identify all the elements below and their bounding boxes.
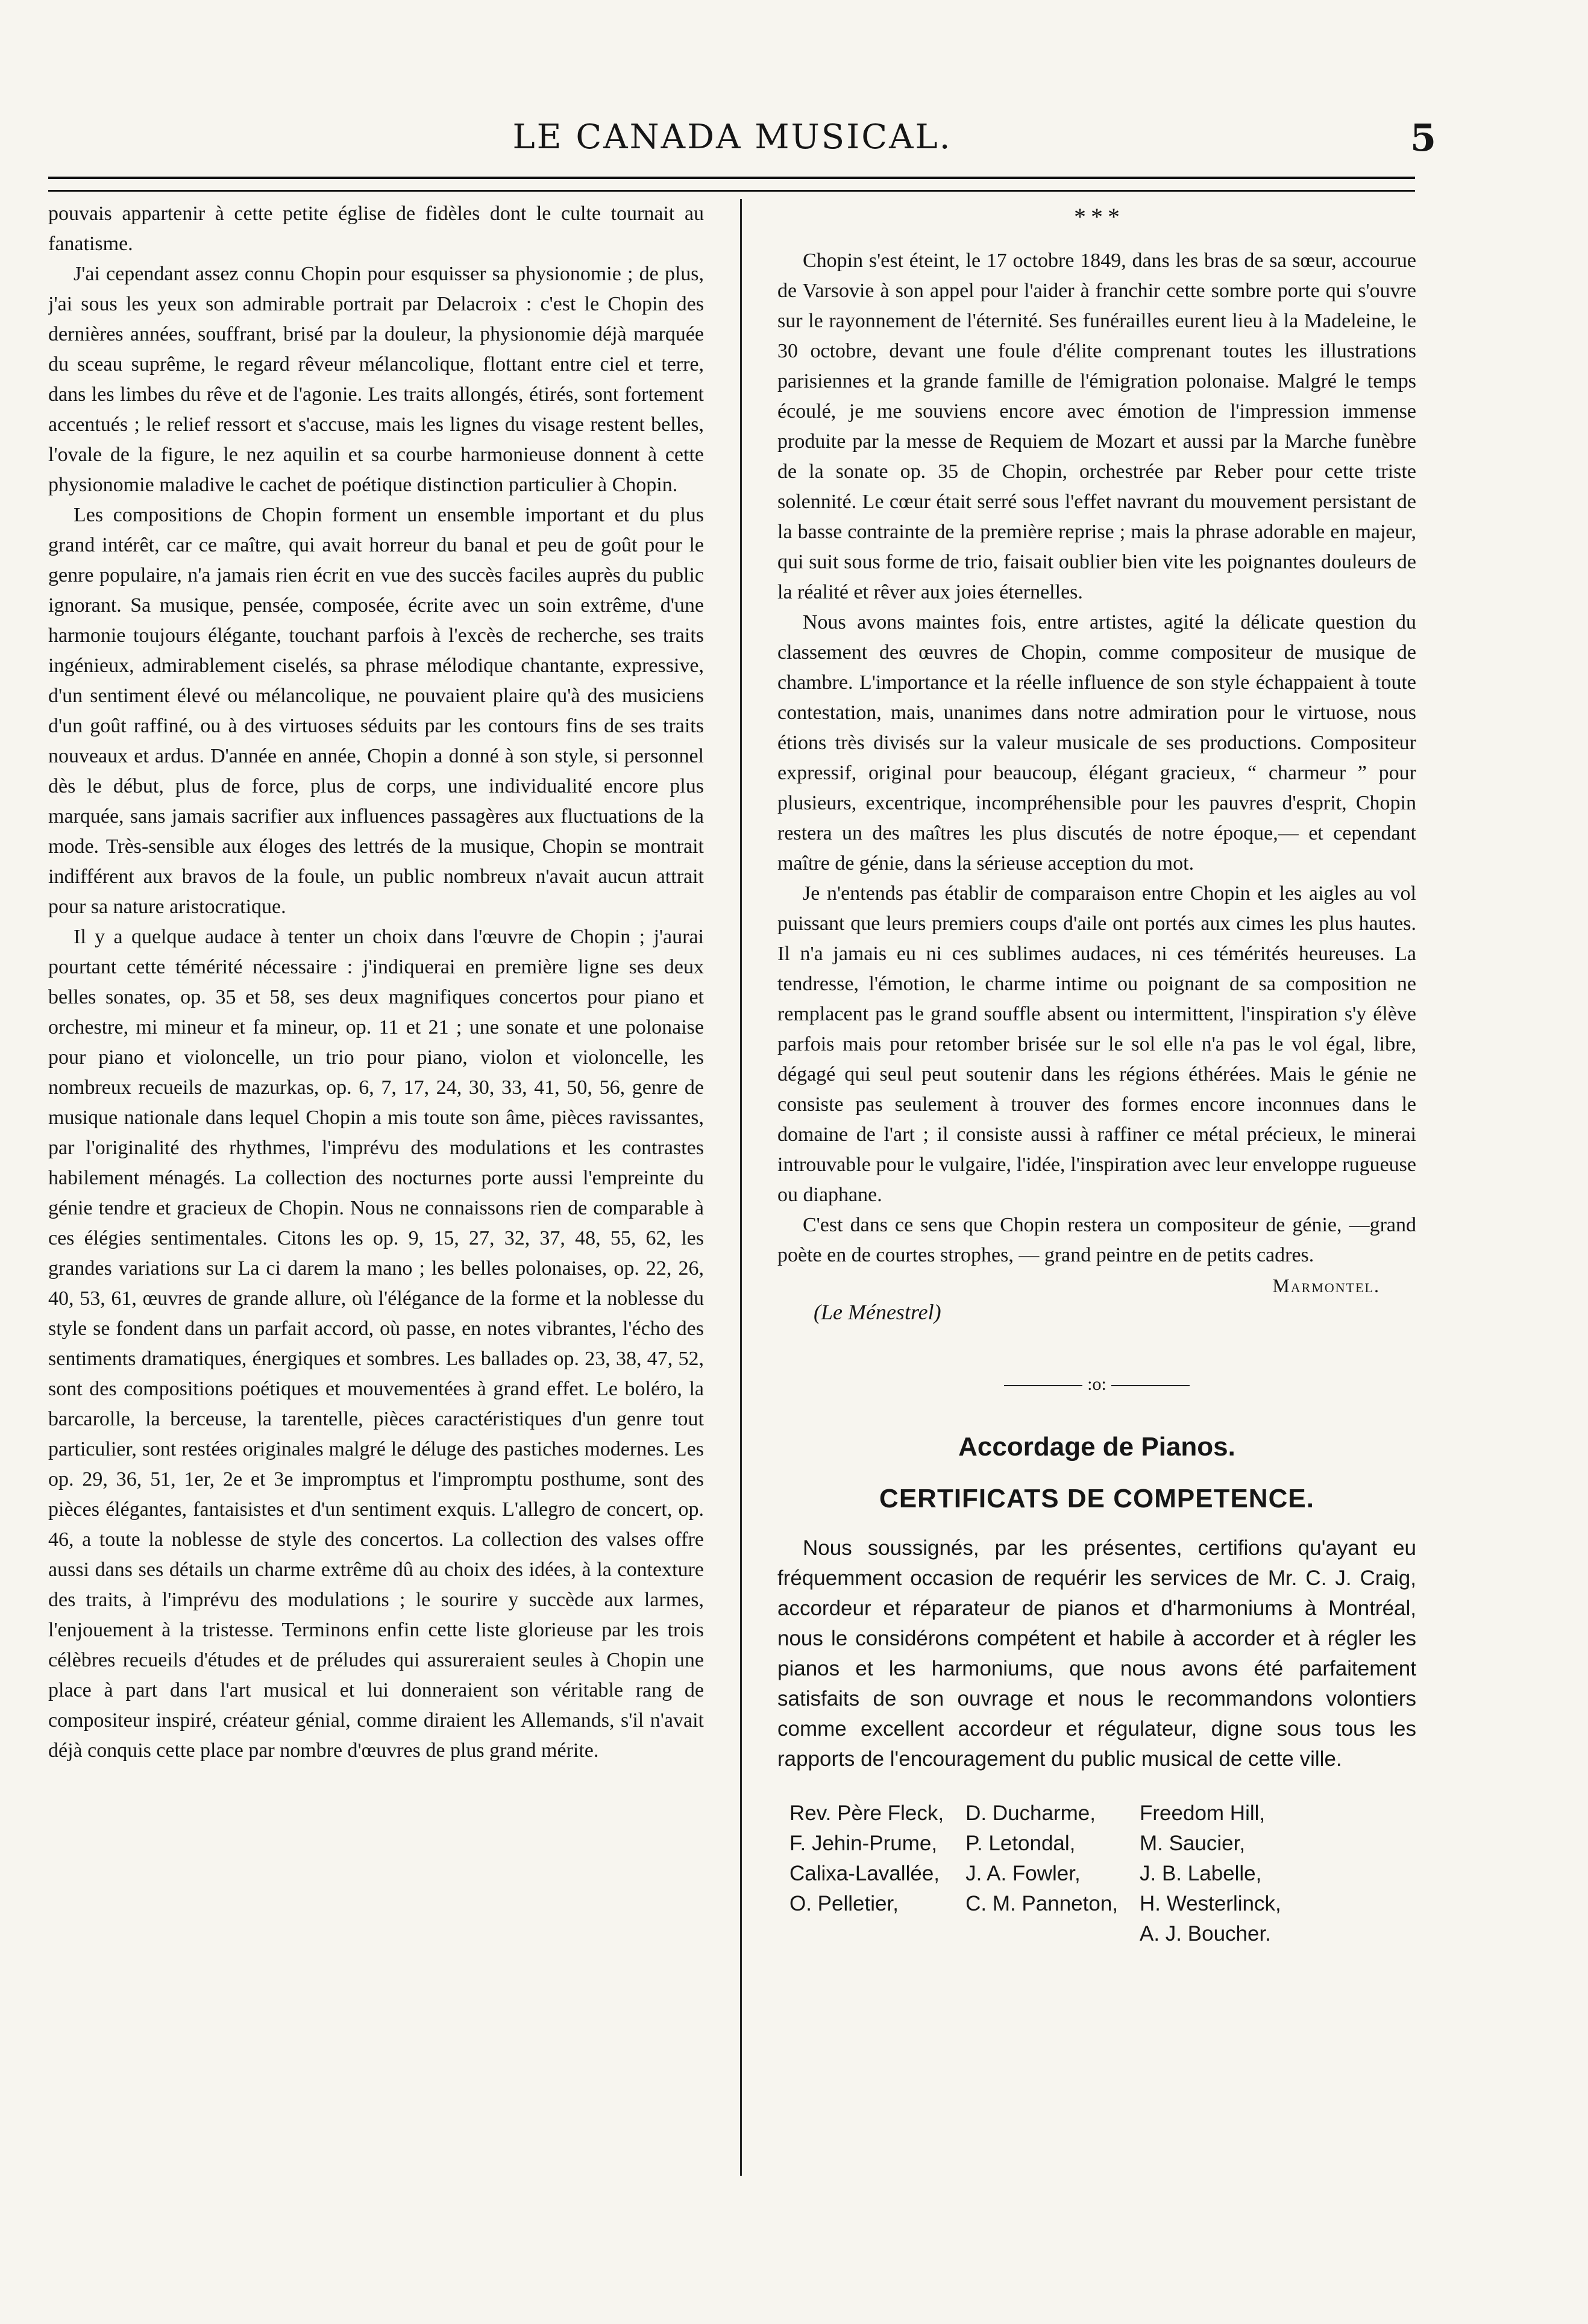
column-divider (740, 199, 742, 2176)
signatory: C. M. Panneton, (965, 1892, 1119, 1915)
article-paragraph: J'ai cependant assez connu Chopin pour esquisser sa physionomie ; de plus, j'ai sous les yeux son admirable portrait par Delacroix : c'est le Chopin des dernières années, souffrant, brisé par la douleur, la physionomie déjà marquée du sceau suprême, le regard rêveur mélancolique, flottant entre ciel et terre, dans les limbes du rêve et de l'agonie. Les traits allongés, étirés, sont fortement accentués ; le relief ressort et s'accuse, mais les lignes du visage restent belles, l'ovale de la figure, le nez aquilin et sa courbe harmonieuse donnent à cette physionomie maladive le cachet de poétique distinction particulier à Chopin. (48, 263, 704, 496)
signatory: F. Jehin-Prume, (789, 1832, 938, 1855)
notice-paragraph: Nous soussignés, par les présentes, certifions qu'ayant eu fréquemment occasion de requérir les services de Mr. C. J. Craig, accordeur et réparateur de pianos et d'harmoniums à Montréal, nous le considérons compétent et habile à accorder et à régler les pianos et les harmoniums, que nous avons été parfaitement satisfaits de son ouvrage et nous le recommandons volontiers comme excellent accordeur et régulateur, digne sous tous les rapports de l'encouragement du public musical de cette ville. (777, 1536, 1416, 1771)
signatories-column (965, 1798, 1118, 1949)
article-paragraph: pouvais appartenir à cette petite église de fidèles dont le culte tournait au fanatisme. (48, 203, 704, 255)
signatory: J. A. Fowler, (965, 1862, 1081, 1885)
signatory: D. Ducharme, (965, 1801, 1096, 1825)
signatory: P. Letondal, (965, 1832, 1076, 1855)
masthead-title: LE CANADA MUSICAL. (512, 118, 952, 157)
signatory: Calixa-Lavallée, (789, 1862, 940, 1885)
notice-subtitle: CERTIFICATS DE COMPETENCE. (879, 1484, 1314, 1513)
notice-title: Accordage de Pianos. (958, 1432, 1235, 1462)
separator-line (1004, 1385, 1082, 1386)
signatory: Rev. Père Fleck, (789, 1801, 944, 1825)
article-paragraph: Les compositions de Chopin forment un ensemble important et du plus grand intérêt, car ce maître, qui avait horreur du banal et peu de goût pour le genre populaire, n'a jamais rien écrit en vue des succès faciles auprès du public ignorant. Sa musique, pensée, composée, écrite avec un soin extrême, d'une harmonie toujours élégante, touchant parfois à l'excès de recherche, ses traits ingénieux, admirablement ciselés, sa phrase mélodique chantante, expressive, d'un sentiment élevé ou mélancolique, ne pouvaient plaire qu'à des musiciens d'un goût raffiné, ou à des virtuoses séduits par les contours fins de ses traits nouveaux et ardus. D'année en année, Chopin a donné à son style, si personnel dès le début, plus de force, plus de corps, une individualité encore plus marquée, sans jamais sacrifier aux influences passagères aux fluctuations de la mode. Très-sensible aux éloges des lettrés de la musique, Chopin se montrait indifférent aux bravos de la foule, un public nombreux n'avait aucun attrait pour sa nature aristocratique. (48, 504, 704, 918)
signatories-list (789, 1798, 1416, 1949)
right-column (777, 199, 1416, 2188)
article-paragraph: Chopin s'est éteint, le 17 octobre 1849, dans les bras de sa sœur, accourue de Varsovie à son appel pour l'aider à franchir cette sombre porte qui s'ouvre sur le rayonnement de l'éternité. Ses funérailles eurent lieu à la Madeleine, le 30 octobre, devant une foule d'élite comprenant toutes les illustrations parisiennes et la grande famille de l'émigration polonaise. Malgré le temps écoulé, je me souviens encore avec émotion de l'impression immense produite par la messe de Requiem de Mozart et aussi par la Marche funèbre de la sonate op. 35 de Chopin, orchestrée par Reber pour cette triste solennité. Le cœur était serré sous l'effet navrant du mouvement persistant de la basse contrainte de la première reprise ; mais la phrase adorable en majeur, qui suit sous forme de trio, faisait oublier bien vite les poignantes douleurs de la réalité et rêver aux joies éternelles. (777, 250, 1416, 603)
signatory: M. Saucier, (1140, 1832, 1246, 1855)
separator-line (1111, 1385, 1190, 1386)
signatory: O. Pelletier, (789, 1892, 899, 1915)
signatory: H. Westerlinck, (1140, 1892, 1281, 1915)
article-paragraph: Je n'entends pas établir de comparaison entre Chopin et les aigles au vol puissant que leurs premiers coups d'aile ont portés aux cimes les plus hautes. Il n'a jamais eu ni ces sublimes audaces, ni ces témérités heureuses. La tendresse, l'émotion, le charme intime ou poignant de sa composition ne remplacent pas le grand souffle absent ou intermittent, l'inspiration s'y élève parfois mais pour retomber brisée sur le sol elle n'a pas le vol égal, libre, dégagé qui seul peut soutenir dans les régions éthérées. Mais le génie ne consiste pas seulement à trouver des formes encore inconnues dans le domaine de l'art ; il consiste aussi à raffiner ce métal précieux, le minerai introuvable pour le vulgaire, l'idée, l'inspiration avec leur enveloppe rugueuse ou diaphane. (777, 882, 1416, 1206)
left-column (48, 199, 704, 2188)
signatory: J. B. Labelle, (1140, 1862, 1262, 1885)
signatory: Freedom Hill, (1140, 1801, 1266, 1825)
article-paragraph: Il y a quelque audace à tenter un choix dans l'œuvre de Chopin ; j'aurai pourtant cette témérité nécessaire : j'indiquerai en première ligne ses deux belles sonates, op. 35 et 58, ses deux magnifiques concertos pour piano et orchestre, mi mineur et fa mineur, op. 11 et 21 ; une sonate et une polonaise pour piano et violoncelle, un trio pour piano, violon et violoncelle, les nombreux recueils de mazurkas, op. 6, 7, 17, 24, 30, 33, 41, 50, 56, genre de musique nationale dans lequel Chopin a mis toute son âme, pièces ravissantes, par l'originalité des rhythmes, l'imprévu des modulations et les contrastes habilement ménagés. La collection des nocturnes porte aussi l'empreinte du génie tendre et gracieux de Chopin. Nous ne connaissons rien de comparable à ces élégies sentimentales. Citons les op. 9, 15, 27, 32, 37, 48, 55, 62, les grandes variations sur La ci darem la mano ; les belles polonaises, op. 22, 26, 40, 53, 61, œuvres de grande allure, où l'élégance de la forme et la noblesse du style se fondent dans un parfait accord, où passe, en notes vibrantes, l'écho des sentiments dramatiques, énergiques et sombres. Les ballades op. 23, 38, 47, 52, sont des compositions poétiques et mouvementées à grand effet. Le boléro, la barcarolle, la berceuse, la tarentelle, pièces caractéristiques d'un genre tout particulier, sont restées originales malgré le déluge des pastiches modernes. Les op. 29, 36, 51, 1er, 2e et 3e impromptus et l'impromptu posthume, sont des pièces élégantes, fantaisistes et d'un sentiment exquis. L'allegro de concert, op. 46, a toute la noblesse de style des concertos. La collection des valses offre aussi dans ses détails un charme extrême dû au choix des idées, à la contexture des traits, à l'imprévu des modulations ; le sourire y succède aux larmes, l'enjouement à la tristesse. Terminons enfin cette liste glorieuse par les trois célèbres recueils d'études et de préludes qui assureraient seules à Chopin une place à part dans l'art musical et lui donneraient son véritable rang de compositeur inspiré, créateur génial, comme diraient les Allemands, s'il n'avait déjà conquis cette place par nombre d'œuvres de plus grand mérite. (48, 926, 704, 1762)
signatory: A. J. Boucher. (1140, 1922, 1271, 1946)
signatories-column (1140, 1798, 1281, 1949)
page-number: 5 (1410, 116, 1437, 160)
separator-glyph: :o: (1087, 1374, 1106, 1394)
article-paragraph: Nous avons maintes fois, entre artistes, agité la délicate question du classement des œuvres de Chopin, comme compositeur de musique de chambre. L'importance et la réelle influence de son style échappaient à toute contestation, mais, unanimes dans notre admiration pour le virtuose, nous étions très divisés sur la valeur musicale de ses productions. Compositeur expressif, original pour beaucoup, élégant gracieux, “ charmeur ” pour plusieurs, excentrique, incompréhensible pour les pauvres d'esprit, Chopin restera un des maîtres les plus discutés de notre époque,— et cependant maître de génie, dans la sérieuse acception du mot. (777, 611, 1416, 875)
section-stars: * * * (1073, 203, 1120, 230)
section-separator (777, 1369, 1416, 1399)
article-source: (Le Ménestrel) (814, 1300, 941, 1324)
header-double-rule (48, 177, 1415, 192)
article-paragraph: C'est dans ce sens que Chopin restera un compositeur de génie, —grand poète en de courtes strophes, — grand peintre en de petits cadres. (777, 1214, 1416, 1266)
author-signature: Marmontel. (1272, 1275, 1380, 1296)
notice-body (777, 1533, 1416, 1774)
signatories-column (789, 1798, 944, 1949)
